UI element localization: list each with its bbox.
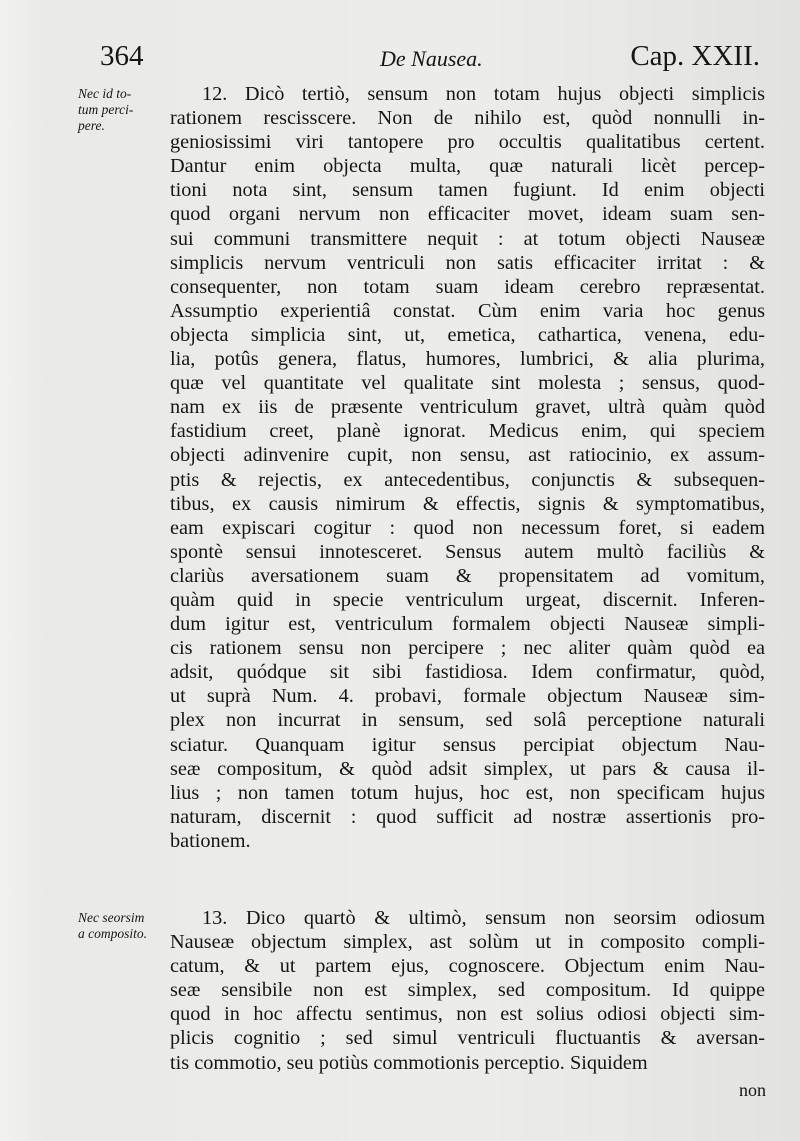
text-line: spontè sensui innotesceret. Sensus autem multò faciliùs &	[170, 540, 765, 563]
text-line: adsit, quódque sit sibi fastidiosa. Idem confirmatur, quòd,	[170, 661, 765, 684]
text-line: 12. Dicò tertiò, sensum non totam hujus objecti simplicis	[202, 83, 765, 105]
text-line: plex non incurrat in sensum, sed solâ perceptione naturali	[170, 709, 765, 732]
text-line: objecti adinvenire cupit, non sensu, ast ratiocinio, ex assum-	[170, 444, 765, 467]
text-line: Nauseæ objectum simplex, ast solùm ut in composito compli-	[170, 931, 765, 954]
text-line: tibus, ex causis nimirum & effectis, signis & symptomatibus,	[170, 492, 765, 515]
text-line: sciatur. Quanquam igitur sensus percipiat objectum Nau-	[170, 733, 765, 756]
paragraph-12	[170, 82, 765, 853]
text-line: clariùs aversationem suam & propensitatem ad vomitum,	[170, 564, 765, 587]
text-line: 13. Dico quartò & ultimò, sensum non seorsim odiosum	[202, 907, 765, 929]
text-line: objecta simplicia sint, ut, emetica, cathartica, venena, edu-	[170, 323, 765, 346]
text-line: lius ; non tamen totum hujus, hoc est, non specificam hujus	[170, 781, 765, 804]
text-line: naturam, discernit : quod sufficit ad nostræ assertionis pro-	[170, 805, 765, 828]
text-line: cis rationem sensu non percipere ; nec aliter quàm quòd ea	[170, 637, 765, 660]
text-line: seæ sensibile non est simplex, sed compositum. Id quippe	[170, 979, 765, 1002]
text-line: tioni nota sint, sensum tamen fugiunt. Id enim objecti	[170, 179, 765, 202]
page-header	[100, 40, 760, 74]
text-line: lia, potûs genera, flatus, humores, lumbrici, & alia plurima,	[170, 348, 765, 371]
text-line: Assumptio experientiâ constat. Cùm enim varia hoc genus	[170, 299, 765, 322]
text-line: tis commotio, seu potiùs commotionis perceptio. Siquidem	[170, 1051, 648, 1074]
margin-note-line: a composito.	[78, 926, 147, 941]
catchword: non	[739, 1080, 766, 1100]
margin-note-2	[78, 910, 178, 942]
text-line: rationem rescisscere. Non de nihilo est, quòd nonnulli in-	[170, 107, 765, 130]
text-line: geniosissimi viri tantopere pro occultis qualitatibus certent.	[170, 131, 765, 154]
chapter-label: Cap. XXII.	[630, 40, 760, 72]
text-line: sui communi transmittere nequit : at totum objecti Nauseæ	[170, 227, 765, 250]
text-line: quod organi nervum non efficaciter movet, ideam suam sen-	[170, 203, 765, 226]
text-line: nam ex iis de præsente ventriculum gravet, ultrà quàm quòd	[170, 396, 765, 419]
text-line: ut suprà Num. 4. probavi, formale objectum Nauseæ sim-	[170, 685, 765, 708]
text-line: dum igitur est, ventriculum formalem objecti Nauseæ simpli-	[170, 613, 765, 636]
text-line: consequenter, non totam suam ideam cerebro repræsentat.	[170, 275, 765, 298]
paragraph-13	[170, 906, 765, 1075]
text-line: eam expiscari cogitur : quod non necessum foret, si eadem	[170, 516, 765, 539]
text-line: Dantur enim objecta multa, quæ naturali licèt percep-	[170, 155, 765, 178]
text-line: seæ compositum, & quòd adsit simplex, ut pars & causa il-	[170, 757, 765, 780]
text-line: quæ vel quantitate vel qualitate sint molesta ; sensus, quod-	[170, 372, 765, 395]
text-line: catum, & ut partem ejus, cognoscere. Objectum enim Nau-	[170, 955, 765, 978]
text-line: quàm quid in specie ventriculum urgeat, discernit. Inferen-	[170, 588, 765, 611]
text-line: quod in hoc affectu sentimus, non est solius odiosi objecti sim-	[170, 1003, 765, 1026]
margin-note-line: Nec id to-	[78, 86, 132, 101]
text-line: ptis & rejectis, ex antecedentibus, conjunctis & subsequen-	[170, 468, 765, 491]
margin-note-1	[78, 86, 178, 134]
margin-note-line: Nec seorsim	[78, 910, 145, 925]
text-line: simplicis nervum ventriculi non satis efficaciter irritat : &	[170, 251, 765, 274]
text-line: bationem.	[170, 829, 251, 852]
text-line: plicis cognitio ; sed simul ventriculi fluctuantis & aversan-	[170, 1027, 765, 1050]
text-line: fastidium creet, planè ignorat. Medicus enim, qui speciem	[170, 420, 765, 443]
margin-note-line: pere.	[78, 118, 105, 133]
margin-note-line: tum perci-	[78, 102, 134, 117]
running-title: De Nausea.	[380, 46, 483, 71]
page-number: 364	[100, 40, 144, 72]
